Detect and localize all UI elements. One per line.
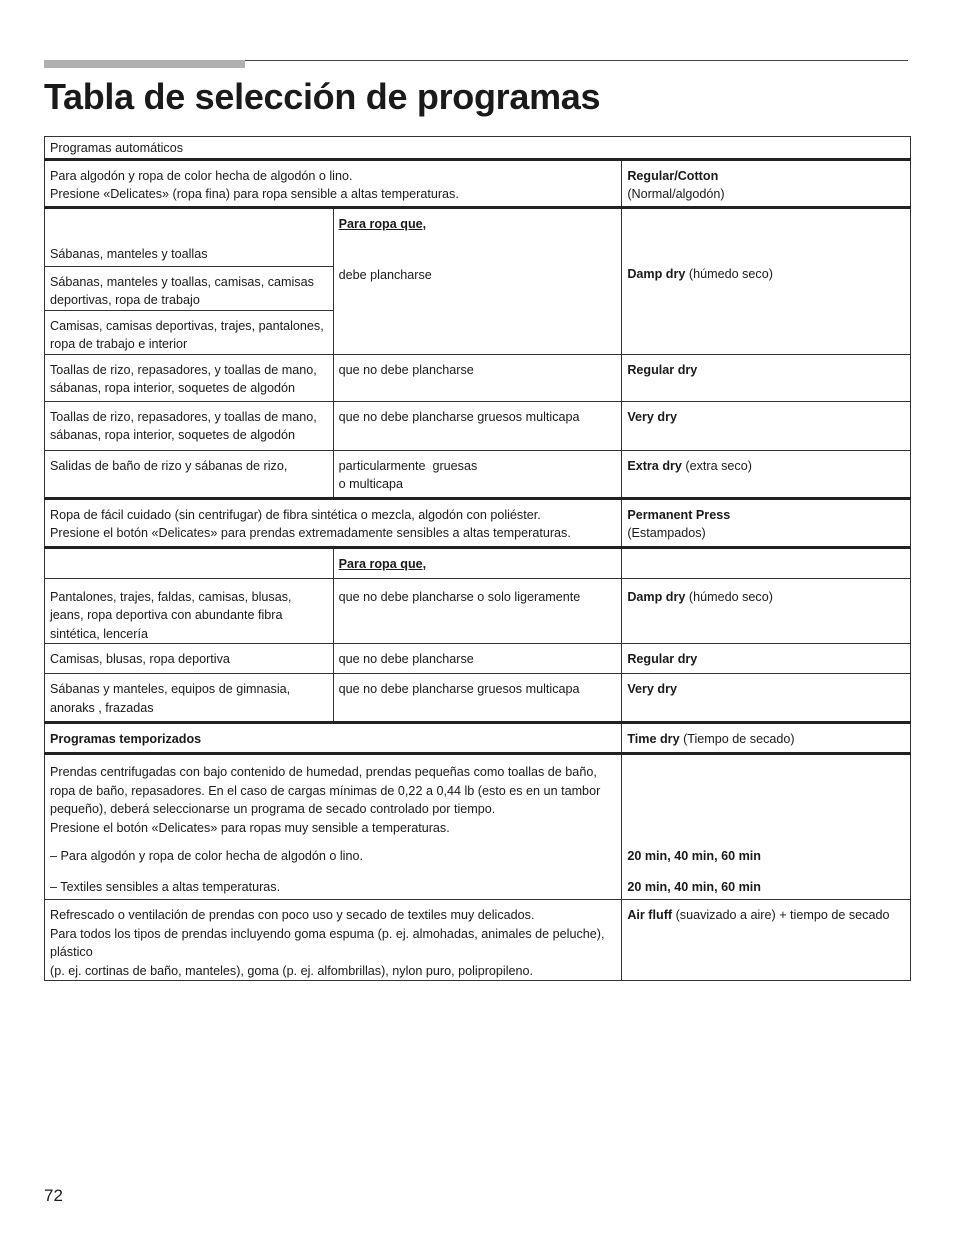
condition-cell [333,354,622,401]
program-name: Air fluff [627,908,673,922]
program-name: Damp dry [627,266,686,281]
row-description [45,310,334,354]
desc-line: Presione el botón «Delicates» para ropas muy sensible a temperaturas. [50,820,450,835]
program-note: (Tiempo de secado) [679,732,795,746]
program-cell [622,644,911,674]
program-cell [622,498,911,547]
option-line: – Textiles sensibles a altas temperaturas. [50,879,281,894]
desc-text: Salidas de baño de rizo y sábanas de rizo, [50,458,288,473]
table-row [45,900,911,981]
row-description [45,159,622,207]
program-name: Time dry [627,732,680,746]
option-line: – Para algodón y ropa de color hecha de algodón o lino. [50,849,363,863]
condition-text: que no debe plancharse gruesos multicapa [338,682,580,696]
desc-text: Camisas, blusas, ropa deportiva [50,652,230,666]
section-label: Programas temporizados [50,732,202,746]
table-row [45,498,911,547]
desc-text: Pantalones, trajes, faldas, camisas, blusas, jeans, ropa deportiva con abundante fibra sintética, lencería [50,589,292,641]
condition-text: que no debe plancharse [338,652,474,666]
group-header: Para ropa que, [338,556,427,571]
section-label-cell [45,723,622,754]
table-row [45,644,911,674]
desc-line: Presione «Delicates» (ropa fina) para ropa sensible a altas temperaturas. [50,187,459,201]
condition-cell [333,578,622,644]
program-name: Damp dry [627,589,686,604]
condition-text: particularmente gruesas [338,458,478,473]
row-description [45,547,334,578]
program-name: Regular dry [627,362,698,377]
condition-text: debe plancharse [338,268,432,282]
program-note: (húmedo seco) [685,266,773,281]
section-label: Programas automáticos [50,141,183,155]
header-accent-bar [44,60,245,68]
program-cell [622,754,911,900]
program-name: Very dry [627,409,678,424]
condition-cell [333,401,622,450]
condition-cell [333,450,622,498]
group-header-cell [333,547,622,578]
desc-line: Refrescado o ventilación de prendas con poco uso y secado de textiles muy delicados. [50,908,535,922]
row-description [45,674,334,723]
table-row [45,674,911,723]
table-row [45,207,911,266]
desc-line: Prendas centrifugadas con bajo contenido de humedad, prendas pequeñas como toallas de baño, ropa de baño, repasadores. En el caso de cargas mínimas de 0,22 a 0,44 lb (esto es en un tambor pequeño), deberá seleccionarse un programa de secado controlado por tiempo. [50,765,601,816]
row-description [45,401,334,450]
condition-text: que no debe plancharse [338,362,474,377]
desc-line: (p. ej. cortinas de baño, manteles), goma (p. ej. alfombrillas), nylon puro, polipropileno. [50,963,534,978]
program-cell [622,578,911,644]
time-options: 20 min, 40 min, 60 min [627,879,761,894]
table-row [45,159,911,207]
program-note: (Estampados) [627,526,706,540]
program-selection-table [44,136,911,981]
program-name: Very dry [627,682,678,696]
program-cell [622,547,911,578]
desc-text: Toallas de rizo, repasadores, y toallas de mano, sábanas, ropa interior, soquetes de algodón [50,362,317,395]
desc-line: Para algodón y ropa de color hecha de algodón o lino. [50,168,353,183]
program-name: Permanent Press [627,507,731,522]
time-options: 20 min, 40 min, 60 min [627,849,761,863]
table-row [45,401,911,450]
desc-text: Camisas, camisas deportivas, trajes, pantalones, ropa de trabajo e interior [50,318,324,351]
row-description [45,207,334,266]
program-cell [622,900,911,981]
desc-line: Presione el botón «Delicates» para prendas extremadamente sensibles a altas temperaturas. [50,526,571,540]
desc-line: Ropa de fácil cuidado (sin centrifugar) de fibra sintética o mezcla, algodón con poliéster. [50,507,541,522]
program-cell [622,207,911,354]
row-description [45,450,334,498]
condition-cell [333,674,622,723]
desc-text: Sábanas, manteles y toallas, camisas, camisas deportivas, ropa de trabajo [50,274,314,307]
row-description [45,498,622,547]
row-description [45,578,334,644]
page-number: 72 [44,1186,63,1205]
program-cell [622,674,911,723]
table-row [45,578,911,644]
program-name: Regular dry [627,652,698,666]
row-description [45,754,622,900]
row-description [45,266,334,310]
condition-text: que no debe plancharse o solo ligeramente [338,589,581,604]
desc-text: Sábanas, manteles y toallas [50,246,208,261]
desc-text: Sábanas y manteles, equipos de gimnasia, anoraks , frazadas [50,682,291,715]
condition-cell [333,644,622,674]
row-description [45,644,334,674]
program-cell [622,723,911,754]
program-note: (suavizado a aire) + tiempo de secado [672,908,890,922]
section-header-automatic [45,137,911,160]
program-name: Extra dry [627,458,682,473]
program-name: Regular/Cotton [627,168,719,183]
program-cell [622,354,911,401]
row-description [45,900,622,981]
condition-text: o multicapa [338,477,404,491]
table-row [45,450,911,498]
table-row [45,547,911,578]
condition-text: que no debe plancharse gruesos multicapa [338,409,580,424]
program-note: (húmedo seco) [685,589,773,604]
program-note: (Normal/algodón) [627,187,725,201]
table-row [45,754,911,900]
desc-line: Para todos los tipos de prendas incluyendo goma espuma (p. ej. almohadas, animales de peluche), plástico [50,926,605,959]
program-note: (extra seco) [681,458,752,473]
program-cell [622,401,911,450]
condition-cell [333,207,622,354]
table-row [45,354,911,401]
section-header-timed [45,723,911,754]
desc-text: Toallas de rizo, repasadores, y toallas de mano, sábanas, ropa interior, soquetes de algodón [50,409,317,442]
group-header: Para ropa que, [338,216,427,231]
program-cell [622,159,911,207]
program-cell [622,450,911,498]
page-title: Tabla de selección de programas [44,76,601,117]
row-description [45,354,334,401]
